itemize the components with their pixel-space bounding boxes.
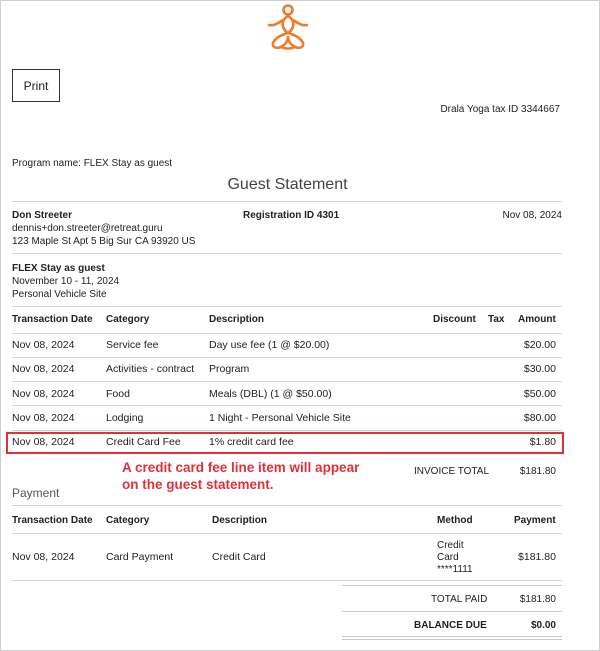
payment-row-method	[437, 540, 473, 576]
row-category: Lodging	[106, 412, 144, 424]
invoice-total-value: $181.80	[519, 466, 556, 477]
row-description: 1% credit card fee	[209, 436, 294, 448]
payment-header-payment: Payment	[514, 515, 556, 526]
row-date: Nov 08, 2024	[12, 412, 75, 424]
program-dates: November 10 - 11, 2024	[12, 276, 120, 287]
row-category: Activities - contract	[106, 363, 195, 375]
guest-email: dennis+don.streeter@retreat.guru	[12, 223, 163, 234]
payment-header-category: Category	[106, 515, 150, 526]
yoga-figure-icon	[263, 3, 313, 53]
highlight-box	[6, 432, 564, 454]
payment-row-amount: $181.80	[518, 551, 556, 563]
payment-row-description: Credit Card	[212, 551, 266, 563]
row-category: Food	[106, 388, 130, 400]
row-date: Nov 08, 2024	[12, 339, 75, 351]
guest-address: 123 Maple St Apt 5 Big Sur CA 93920 US	[12, 236, 196, 247]
column-header-date: Transaction Date	[12, 314, 93, 325]
method-line: Credit	[437, 540, 464, 551]
divider	[342, 585, 562, 586]
print-button[interactable]: Print	[12, 69, 60, 102]
divider	[12, 505, 562, 506]
column-header-amount: Amount	[518, 314, 556, 325]
divider	[342, 611, 562, 612]
row-description: Meals (DBL) (1 @ $50.00)	[209, 388, 332, 400]
divider	[342, 636, 562, 637]
program-name: Program name: FLEX Stay as guest	[12, 158, 173, 169]
row-date: Nov 08, 2024	[12, 436, 75, 448]
divider	[12, 357, 562, 358]
row-amount: $20.00	[523, 339, 556, 351]
invoice-total-label: INVOICE TOTAL	[414, 466, 490, 477]
program-title: FLEX Stay as guest	[12, 263, 105, 274]
column-header-tax: Tax	[488, 314, 505, 325]
divider	[12, 253, 562, 254]
row-amount: $1.80	[529, 436, 556, 448]
tax-id: Drala Yoga tax ID 3344667	[440, 104, 560, 115]
payment-header-method: Method	[437, 515, 473, 526]
payment-header-description: Description	[212, 515, 268, 526]
total-paid-value: $181.80	[519, 594, 556, 605]
divider	[12, 533, 562, 534]
balance-due-label: BALANCE DUE	[414, 620, 487, 631]
row-date: Nov 08, 2024	[12, 363, 75, 375]
divider	[12, 201, 562, 202]
payment-row-date: Nov 08, 2024	[12, 551, 75, 563]
divider	[12, 405, 562, 406]
statement-date: Nov 08, 2024	[502, 210, 562, 221]
divider	[12, 306, 562, 307]
annotation-line: on the guest statement.	[122, 477, 274, 492]
method-line: Card	[437, 552, 459, 563]
row-amount: $30.00	[523, 363, 556, 375]
divider	[342, 639, 562, 640]
row-description: Program	[209, 363, 250, 375]
page-title: Guest Statement	[227, 176, 348, 193]
program-site: Personal Vehicle Site	[12, 289, 107, 300]
payment-header-date: Transaction Date	[12, 515, 93, 526]
total-paid-label: TOTAL PAID	[431, 594, 488, 605]
row-description: Day use fee (1 @ $20.00)	[209, 339, 330, 351]
row-category: Service fee	[106, 339, 159, 351]
row-amount: $50.00	[523, 388, 556, 400]
divider	[12, 381, 562, 382]
payment-row-category: Card Payment	[106, 551, 174, 563]
guest-name: Don Streeter	[12, 210, 73, 221]
method-line: ****1111	[437, 564, 473, 575]
column-header-category: Category	[106, 314, 150, 325]
divider	[12, 580, 562, 581]
payment-heading: Payment	[12, 486, 60, 500]
row-description: 1 Night - Personal Vehicle Site	[209, 412, 351, 424]
column-header-description: Description	[209, 314, 265, 325]
registration-id: Registration ID 4301	[243, 210, 340, 221]
column-header-discount: Discount	[433, 314, 476, 325]
divider	[12, 430, 562, 431]
balance-due-value: $0.00	[530, 620, 556, 631]
annotation-callout	[122, 459, 402, 493]
row-category: Credit Card Fee	[106, 436, 181, 448]
row-date: Nov 08, 2024	[12, 388, 75, 400]
row-amount: $80.00	[523, 412, 556, 424]
divider	[12, 333, 562, 334]
annotation-line: A credit card fee line item will appear	[122, 460, 360, 475]
